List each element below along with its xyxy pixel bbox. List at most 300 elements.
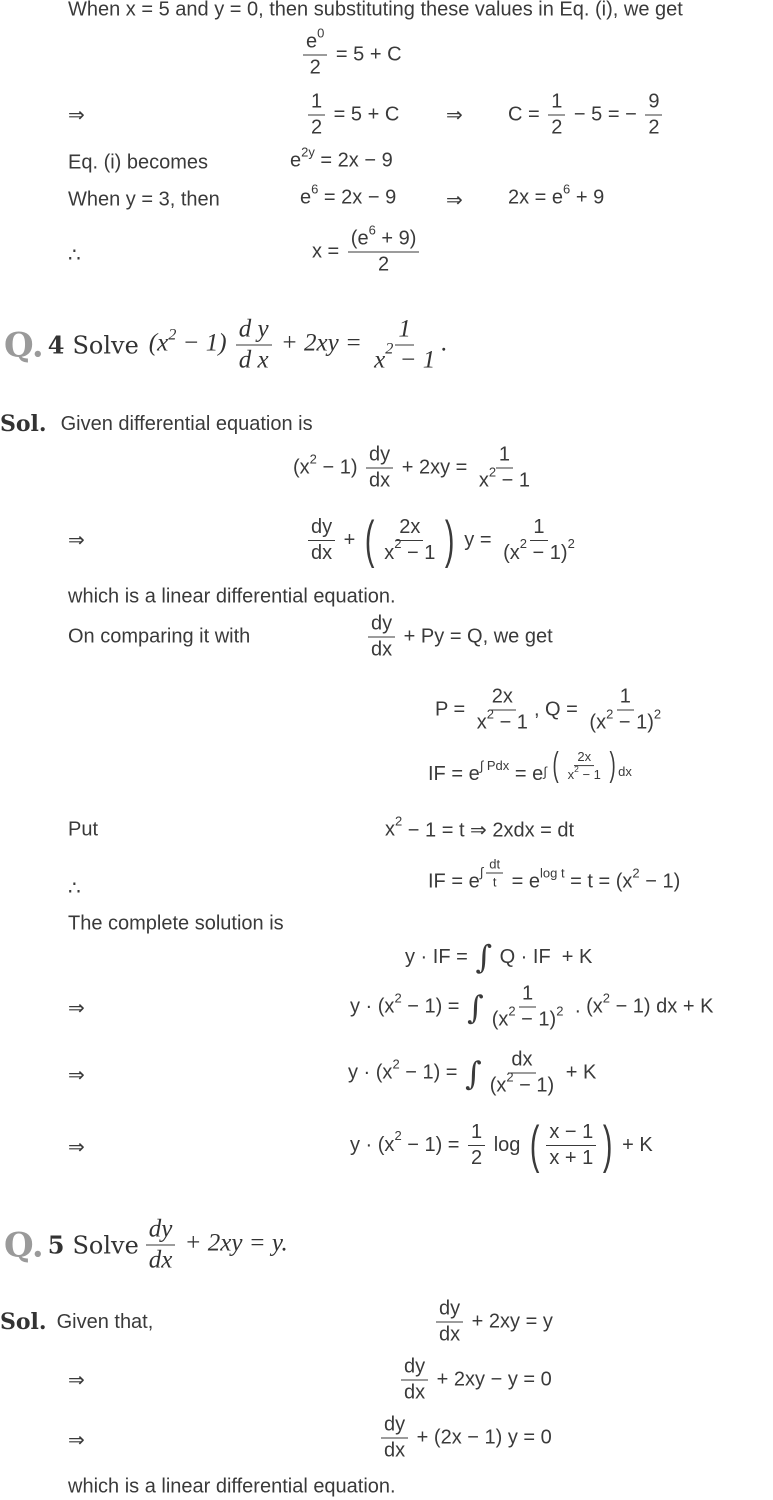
question-5-heading <box>4 1216 288 1275</box>
math-text: 2 <box>551 116 563 139</box>
denominator <box>375 253 392 277</box>
math-text: − 1 <box>494 711 528 734</box>
math-text: C = <box>508 103 546 126</box>
fraction <box>401 1356 428 1405</box>
solution-intro: Given that, <box>56 1310 154 1333</box>
fraction <box>308 516 335 565</box>
math-text: = 2x − 9 <box>314 149 393 172</box>
math-text: ∫ <box>479 864 484 880</box>
math-text: y · IF = <box>405 945 474 968</box>
math-text: = 5 + C <box>330 43 402 66</box>
math-text: , Q = <box>533 698 584 721</box>
math-text: dy <box>148 1215 173 1243</box>
superscript <box>508 1003 515 1018</box>
math-text: (e <box>350 227 369 250</box>
equation <box>305 511 581 569</box>
math-text: ∫ <box>543 764 551 780</box>
fraction <box>474 686 531 735</box>
numerator <box>645 91 662 116</box>
math-text: 2 <box>168 325 177 344</box>
denominator <box>308 116 325 140</box>
numerator <box>146 1216 176 1246</box>
math-text: 2 <box>556 1003 564 1019</box>
math-text: d y <box>238 315 269 343</box>
math-text: 1 <box>471 1120 483 1143</box>
superscript <box>506 1069 513 1084</box>
denominator <box>500 536 578 565</box>
numerator <box>546 1121 596 1146</box>
math-text: 2 <box>508 1003 516 1019</box>
fraction <box>548 91 565 140</box>
superscript <box>317 25 324 40</box>
math-text: e <box>306 30 318 53</box>
fraction <box>586 686 664 735</box>
math-text: 2 <box>309 56 321 79</box>
numerator <box>366 444 393 469</box>
denominator <box>366 469 393 493</box>
numerator <box>236 316 272 346</box>
math-text: − 1) <box>613 711 654 734</box>
math-text: − 1) dx + K <box>610 995 714 1018</box>
equation <box>300 181 397 210</box>
question-equation <box>143 1216 288 1275</box>
group-content <box>562 749 607 782</box>
numerator <box>308 91 325 116</box>
math-text: x <box>476 711 487 734</box>
denominator <box>236 346 272 375</box>
solution-intro: Given differential equation is <box>60 412 313 435</box>
math-text: − 1 <box>496 469 531 492</box>
math-text: dx <box>371 638 393 661</box>
math-text: dy <box>384 1413 406 1436</box>
math-text: 2 <box>632 865 640 881</box>
equation <box>348 1049 596 1098</box>
math-text: 1 <box>522 982 534 1005</box>
math-text: − 1 = t ⇒ 2xdx = dt <box>402 819 575 842</box>
step-label: When y = 3, then <box>68 188 220 211</box>
right-paren: ) <box>603 1116 613 1174</box>
denominator <box>371 339 438 375</box>
numerator <box>617 686 634 711</box>
equation <box>405 938 592 976</box>
denominator <box>490 873 500 889</box>
numerator <box>436 1298 463 1323</box>
right-paren: ) <box>445 511 455 569</box>
denominator <box>565 763 604 783</box>
math-text: y · (x <box>350 1133 395 1156</box>
math-text: 2 <box>486 706 495 722</box>
numerator <box>468 1121 485 1146</box>
math-text: 1 <box>498 443 511 466</box>
math-text: y · (x <box>350 995 395 1018</box>
superscript <box>489 464 496 479</box>
math-text: Q · IF + K <box>494 945 593 968</box>
math-text: − 1) <box>513 1074 555 1097</box>
numerator <box>395 316 414 346</box>
equation <box>350 983 713 1032</box>
math-text: log <box>488 1133 526 1156</box>
denominator <box>586 706 664 735</box>
implies-symbol: ⇒ <box>68 104 85 127</box>
math-text: − 1) = <box>399 1061 464 1084</box>
superscript <box>392 1056 399 1071</box>
superscript <box>603 990 610 1005</box>
math-text: 2x <box>399 515 421 538</box>
math-text: dt <box>489 856 501 872</box>
fraction <box>236 316 272 375</box>
implies-symbol: ⇒ <box>68 997 85 1020</box>
superscript <box>556 1003 563 1018</box>
math-text: − 1) <box>639 870 681 893</box>
denominator <box>146 1246 176 1275</box>
superscript <box>543 746 632 785</box>
question-equation <box>149 316 448 375</box>
math-text: dx <box>311 541 333 564</box>
math-text: + Py = Q, we get <box>398 625 553 648</box>
fraction <box>371 316 438 375</box>
math-text: − 1 <box>578 767 601 783</box>
math-text: ∫ Pdx <box>479 758 510 774</box>
equation <box>428 856 681 899</box>
fraction <box>303 25 327 80</box>
group-content <box>378 516 441 565</box>
math-text: + (2x − 1) y = 0 <box>411 1426 552 1449</box>
implies-symbol: ⇒ <box>446 104 463 127</box>
math-text: (x <box>491 1008 509 1031</box>
solution-header <box>0 411 313 437</box>
fraction <box>368 613 395 662</box>
equation <box>293 444 536 493</box>
math-text: y = <box>458 528 498 551</box>
math-text: + K <box>616 1133 653 1156</box>
denominator <box>474 706 531 735</box>
group-content <box>543 1121 599 1170</box>
math-text: x = <box>312 240 345 263</box>
math-text: − 5 = − <box>568 103 643 126</box>
math-text: . <box>441 329 448 357</box>
statement-text: which is a linear differential equation. <box>68 1475 396 1498</box>
superscript <box>394 990 401 1005</box>
math-text: 2 <box>392 1056 400 1072</box>
solution-label: Sol. <box>0 411 47 437</box>
equation <box>300 25 402 80</box>
superscript <box>487 706 494 721</box>
math-text: 2x <box>577 749 592 765</box>
math-text: dx <box>618 764 632 780</box>
math-text: − 1) = <box>401 1133 466 1156</box>
parenthesized-group <box>550 746 618 785</box>
math-text: 6 <box>311 181 319 197</box>
denominator <box>436 1323 463 1347</box>
math-text: (x <box>293 456 310 479</box>
fraction <box>500 516 578 565</box>
math-text: 6 <box>368 222 376 238</box>
math-text: 2 <box>395 813 403 829</box>
step-label: Eq. (i) becomes <box>68 151 209 174</box>
numerator <box>381 1414 408 1439</box>
denominator <box>401 1381 428 1405</box>
denominator <box>476 464 533 493</box>
superscript <box>540 865 565 880</box>
math-text: 1 <box>619 685 631 708</box>
equation <box>398 1356 552 1405</box>
math-text: + 9 <box>570 186 605 209</box>
therefore-symbol: ∴ <box>68 244 81 267</box>
numerator <box>486 856 503 873</box>
math-text: = 5 + C <box>328 103 400 126</box>
numerator <box>496 444 513 469</box>
superscript <box>632 865 639 880</box>
superscript <box>654 706 661 721</box>
parenthesized-group <box>361 511 459 569</box>
superscript <box>394 536 401 551</box>
math-text: (x <box>148 329 169 357</box>
superscript <box>480 758 510 773</box>
fraction <box>381 1414 408 1463</box>
implies-symbol: ⇒ <box>68 1369 85 1392</box>
math-text: 6 <box>563 181 571 197</box>
math-text: + <box>338 528 361 551</box>
superscript <box>568 536 575 551</box>
left-paren: ( <box>364 511 375 569</box>
math-text: − 1) = <box>401 995 466 1018</box>
denominator <box>468 1146 485 1170</box>
math-text: d x <box>238 346 269 374</box>
question-verb: Solve <box>72 331 139 359</box>
math-text: 2 <box>471 1146 483 1169</box>
math-text: = 2x − 9 <box>318 186 397 209</box>
superscript <box>520 536 527 551</box>
implies-symbol: ⇒ <box>68 1064 85 1087</box>
step-label: Put <box>68 818 99 841</box>
math-text: + 2xy = <box>396 456 473 479</box>
denominator <box>308 541 335 565</box>
equation <box>435 686 667 735</box>
math-text: dx <box>439 1323 461 1346</box>
math-text: dx <box>369 469 391 492</box>
math-text: log t <box>540 865 565 881</box>
numerator <box>368 613 395 638</box>
math-text: 2 <box>519 536 527 552</box>
math-text: − 1) <box>527 541 568 564</box>
math-text: 2 <box>602 990 611 1006</box>
math-text: y · (x <box>348 1061 393 1084</box>
implies-symbol: ⇒ <box>446 189 463 212</box>
numerator <box>530 516 547 541</box>
math-text: + 9) <box>375 227 417 250</box>
math-text: x <box>385 818 395 841</box>
math-text: − 1) <box>176 329 233 357</box>
math-text: x <box>384 541 395 564</box>
math-text: dx <box>148 1246 173 1274</box>
denominator <box>368 638 395 662</box>
left-paren: ( <box>552 746 560 785</box>
math-text: + 2xy = y. <box>178 1229 288 1257</box>
equation <box>428 746 632 792</box>
math-text: e <box>300 186 312 209</box>
fraction <box>308 91 325 140</box>
numerator <box>303 25 327 56</box>
denominator <box>381 536 438 565</box>
math-text: dy <box>439 1297 461 1320</box>
math-text: 2 <box>653 706 662 722</box>
math-text: x + 1 <box>549 1146 594 1169</box>
math-text: − 1) <box>515 1008 557 1031</box>
math-text: − 1 <box>401 541 436 564</box>
math-text: 2y <box>301 144 315 160</box>
math-text: 2 <box>309 451 317 467</box>
math-text: IF = e <box>428 763 480 786</box>
math-text: 1 <box>533 515 545 538</box>
math-text: 1 <box>311 90 323 113</box>
therefore-symbol: ∴ <box>68 877 81 900</box>
math-text: 1 <box>398 315 411 343</box>
superscript <box>574 764 579 774</box>
intro-text: When x = 5 and y = 0, then substituting these values in Eq. (i), we get <box>68 0 683 21</box>
math-text: x <box>567 767 575 783</box>
fraction <box>645 91 662 140</box>
fraction <box>489 983 567 1032</box>
question-mark-label: Q. <box>4 325 44 365</box>
math-text: = e <box>509 763 544 786</box>
fraction <box>381 516 438 565</box>
fraction <box>487 1049 557 1098</box>
math-text: 2 <box>385 339 394 358</box>
superscript <box>369 222 376 237</box>
implies-symbol: ⇒ <box>68 1136 85 1159</box>
statement-text: On comparing it with <box>68 625 251 648</box>
math-text: 2 <box>648 116 660 139</box>
solution-header <box>0 1309 153 1335</box>
fraction <box>468 1121 485 1170</box>
math-text: 2 <box>378 253 390 276</box>
implies-symbol: ⇒ <box>68 1429 85 1452</box>
fraction <box>436 1298 463 1347</box>
math-text: 2 <box>567 536 575 552</box>
question-number: 4 <box>47 330 65 360</box>
denominator <box>487 1069 557 1098</box>
question-verb: Solve <box>72 1231 139 1259</box>
superscript <box>563 181 570 196</box>
math-text: x <box>478 469 489 492</box>
equation <box>508 91 665 140</box>
math-text: (x <box>589 711 607 734</box>
superscript <box>606 706 613 721</box>
fraction <box>565 749 604 782</box>
math-text: 2 <box>394 1128 402 1144</box>
math-text: x − 1 <box>549 1120 594 1143</box>
math-text: 2 <box>311 116 323 139</box>
integral-sign: ∫ <box>475 938 493 976</box>
math-text: (x <box>503 541 520 564</box>
superscript <box>310 451 317 466</box>
equation <box>508 181 605 210</box>
math-text: . (x <box>569 995 603 1018</box>
math-text: 2 <box>394 536 402 552</box>
equation <box>378 1414 552 1463</box>
numerator <box>308 516 335 541</box>
equation <box>350 1116 653 1174</box>
math-text: dy <box>311 515 333 538</box>
numerator <box>548 91 565 116</box>
question-4-heading <box>4 316 447 375</box>
equation <box>433 1298 553 1347</box>
statement-text: The complete solution is <box>68 912 284 935</box>
numerator <box>401 1356 428 1381</box>
superscript <box>311 181 318 196</box>
denominator <box>381 1439 408 1463</box>
math-text: 2 <box>574 763 579 774</box>
equation <box>305 91 399 140</box>
math-text: 9 <box>648 90 660 113</box>
math-text: e <box>290 149 302 172</box>
math-text: + K <box>560 1061 597 1084</box>
equation <box>365 613 553 662</box>
integral-sign: ∫ <box>465 1054 482 1092</box>
math-text: dx <box>511 1048 533 1071</box>
equation <box>290 144 393 173</box>
question-number: 5 <box>47 1230 65 1260</box>
superscript <box>385 340 393 359</box>
math-text: dx <box>404 1381 426 1404</box>
math-text: IF = e <box>428 870 480 893</box>
denominator <box>645 116 662 140</box>
fraction <box>366 444 393 493</box>
math-text: P = <box>435 698 471 721</box>
parenthesized-group <box>526 1116 617 1174</box>
fraction <box>476 444 533 493</box>
math-text: dy <box>404 1355 426 1378</box>
denominator <box>546 1146 596 1170</box>
fraction <box>146 1216 176 1275</box>
math-text: − 1) <box>316 456 364 479</box>
equation <box>312 222 422 277</box>
math-text: 1 <box>551 90 563 113</box>
fraction <box>546 1121 596 1170</box>
math-text: 2 <box>488 464 497 480</box>
fraction <box>348 222 420 277</box>
math-text: + 2xy = <box>274 329 369 357</box>
implies-symbol: ⇒ <box>68 529 85 552</box>
superscript <box>394 1128 401 1143</box>
math-text: 2x <box>491 685 513 708</box>
math-text: 2 <box>394 990 402 1006</box>
denominator <box>307 56 324 80</box>
math-text: + 2xy − y = 0 <box>431 1368 552 1391</box>
math-text: 0 <box>317 25 325 41</box>
math-text: = e <box>506 870 541 893</box>
math-text: dy <box>369 443 391 466</box>
superscript <box>168 325 176 343</box>
math-text: (x <box>489 1074 507 1097</box>
math-text: = t = (x <box>564 870 633 893</box>
superscript <box>301 144 315 159</box>
fraction <box>486 856 503 889</box>
question-mark-label: Q. <box>4 1225 44 1265</box>
math-text: 2 <box>506 1069 514 1085</box>
equation <box>385 813 575 843</box>
superscript <box>395 813 402 828</box>
math-text: dx <box>384 1439 406 1462</box>
math-text: t <box>492 874 497 890</box>
solution-label: Sol. <box>0 1309 47 1335</box>
numerator <box>519 983 536 1008</box>
left-paren: ( <box>529 1116 540 1174</box>
integral-sign: ∫ <box>467 988 484 1026</box>
math-text: 2x = e <box>508 186 564 209</box>
math-text: + 2xy = y <box>466 1310 553 1333</box>
denominator <box>548 116 565 140</box>
